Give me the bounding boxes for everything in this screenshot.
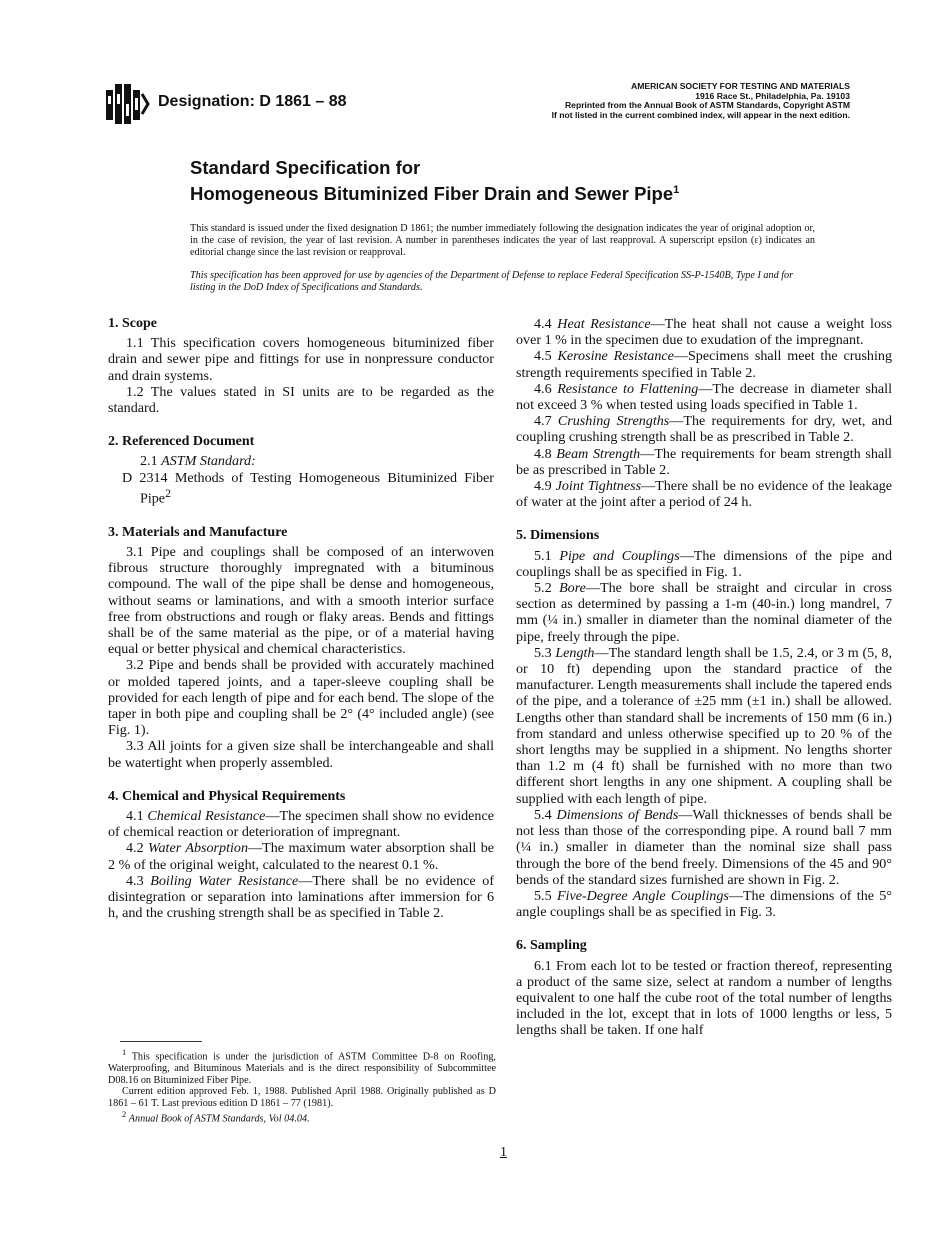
para-number: 5.3 [534, 644, 552, 661]
para-number: 4.8 [534, 445, 552, 462]
footnote-mark: 1 [122, 1047, 127, 1057]
paragraph: 3.2 Pipe and bends shall be provided with accurately machined or molded tapered joints, and a taper-sleeve coupling shall be provided for each length of pipe and for each bend. The slope of the taper in both pipe and coupling shall be 2° (4° included angle) (see Fig. 1). [108, 657, 494, 739]
para-number: 2.1 [140, 453, 158, 470]
para-term: Boiling Water Resistance [150, 872, 299, 889]
para-number: 5.5 [534, 887, 552, 904]
paragraph [516, 645, 892, 807]
left-column [108, 316, 494, 921]
para-text: —The maximum water absorption shall be 2 % of the original weight, calculated to the nearest 0.1 %. [108, 840, 494, 873]
para-term: Five-Degree Angle Couplings [556, 887, 729, 904]
para-term: Beam Strength [556, 445, 641, 462]
para-term: Crushing Strengths [557, 413, 670, 430]
paragraph [516, 478, 892, 510]
paragraph [516, 316, 892, 348]
right-column [516, 316, 892, 1039]
para-text: —The decrease in diameter shall not exceed 3 % when tested using loads specified in Table 1. [516, 380, 893, 414]
section-heading: 3. Materials and Manufacture [108, 524, 288, 540]
paragraph: 1.1 This specification covers homogeneous bituminized fiber drain and sewer pipe and fittings for use in nonpressure conductor and drain systems. [108, 335, 494, 384]
title-footnote-mark: 1 [673, 184, 680, 196]
paragraph: 6.1 From each lot to be tested or fraction thereof, representing a product of the same size, select at random a number of lengths equivalent to one half the cube root of the total number of lengths included in the lot, except that in lots of 1000 lengths or less, 5 lengths shall be taken. If one half [516, 957, 892, 1039]
para-term: Kerosine Resistance [557, 348, 674, 365]
para-term: Bore [559, 580, 586, 597]
footnote-mark: 2 [165, 486, 171, 500]
reference-item [122, 470, 494, 507]
section-heading: 2. Referenced Document [108, 434, 255, 450]
para-number: 4.4 [534, 316, 552, 332]
paragraph [516, 413, 892, 445]
para-text: —There shall be no evidence of disintegration or separation into laminations after immersion for 6 h, and the crushing strength shall be as specified in Table 2. [108, 872, 495, 922]
para-text: —The dimensions of the pipe and couplings shall be as specified in Fig. 1. [516, 547, 893, 580]
para-term: Pipe and Couplings [559, 547, 680, 564]
para-number: 4.9 [534, 478, 552, 495]
title-text: Homogeneous Bituminized Fiber Drain and Sewer Pipe [190, 183, 674, 205]
para-number: 4.6 [534, 380, 552, 397]
title-line-2 [190, 179, 679, 205]
paragraph [516, 348, 892, 380]
footnote-text: Annual Book of ASTM Standards, Vol 04.04. [128, 1113, 310, 1125]
para-text: —The standard length shall be 1.5, 2.4, or 3 m (5, 8, or 10 ft) depending upon the standard practice of the manufacturer. Length measurements shall include the tapered ends of the pipe, and a tolerance of ±25 mm (±1 in.) shall be allowed. Lengths other than standard shall be increments of 150 mm (6 in.) from standard and unless otherwise specified up to 20 % of the short lengths may be supplied in a shipment. No lengths shorter than 1.2 m (4 ft) shall be furnished with no more than two different short lengths in any one shipment. A coupling shall be supplied with each length of pipe. [516, 644, 892, 807]
paragraph [516, 446, 892, 478]
issuance-notice: This standard is issued under the fixed designation D 1861; the number immediately following the designation indicates the year of original adoption or, in the case of revision, the year of last revision. A number in parentheses indicates the year of last reapproval. A superscript epsilon (ε) indicates an editorial change since the last revision or reapproval. [190, 223, 815, 258]
section-heading: 1. Scope [108, 316, 157, 331]
para-number: 4.2 [126, 840, 144, 857]
publisher-line: 1916 Race St., Philadelphia, Pa. 19103 [695, 90, 850, 101]
footnote [108, 1047, 496, 1086]
paragraph [108, 808, 494, 840]
para-term: Chemical Resistance [147, 807, 266, 824]
para-number: 4.1 [126, 807, 144, 824]
para-term: Heat Resistance [557, 316, 651, 332]
paragraph [516, 548, 892, 580]
para-text: —There shall be no evidence of the leakage of water at the joint after a period of 24 h. [516, 478, 893, 511]
section-heading: 4. Chemical and Physical Requirements [108, 788, 346, 804]
footnote: Current edition approved Feb. 1, 1988. Published April 1988. Originally published as D 1861 – 61 T. Last previous edition D 1861 – 77 (1981). [108, 1086, 496, 1109]
para-text: —The specimen shall show no evidence of chemical reaction or deterioration of impregnant. [108, 807, 494, 841]
paragraph [516, 807, 892, 888]
footnote [108, 1109, 496, 1125]
para-text: —Wall thicknesses of bends shall be not less than those of the corresponding pipe. A round ball 7 mm (¼ in.) smaller in diameter than the nominal size shall pass through the bore of the bend freely. Dimensions of the 45 and 90° bends of the standard sizes furnished are shown in Fig. 2. [516, 806, 892, 888]
para-text: —The requirements for dry, wet, and coupling crushing strength shall be as prescribed in Table 2. [516, 413, 893, 446]
paragraph [516, 888, 892, 920]
para-text: —Specimens shall meet the crushing strength requirements specified in Table 2. [516, 348, 892, 381]
para-term: Water Absorption [148, 840, 249, 857]
para-term: Resistance to Flattening [557, 380, 699, 397]
para-text: —The heat shall not cause a weight loss over 1 % in the specimen due to exudation of the impregnant. [516, 316, 892, 349]
publisher-block [520, 82, 850, 120]
para-term: ASTM Standard: [161, 453, 256, 470]
para-number: 5.1 [534, 547, 552, 564]
paragraph [516, 381, 892, 413]
footnote-divider [120, 1041, 202, 1042]
para-number: 4.7 [534, 413, 552, 430]
paragraph [108, 873, 494, 922]
para-number: 5.4 [534, 806, 552, 823]
para-term: Dimensions of Bends [556, 806, 679, 823]
title-line-1: Standard Specification for [190, 157, 421, 178]
publisher-line: If not listed in the current combined index, will appear in the next edition. [551, 109, 850, 120]
paragraph [108, 840, 494, 872]
page-number: 1 [500, 1145, 507, 1160]
dod-approval-note: This specification has been approved for use by agencies of the Department of Defense to replace Federal Specification SS-P-1540B, Type I and for listing in the DoD Index of Specifications and Standards. [190, 270, 794, 293]
astm-logo [104, 80, 150, 128]
reference-title: Methods of Testing Homogeneous Bituminized Fiber Pipe [140, 469, 494, 507]
designation: Designation: D 1861 – 88 [158, 93, 347, 110]
paragraph: 3.3 All joints for a given size shall be interchangeable and shall be watertight when properly assembled. [108, 738, 494, 771]
document-title [190, 156, 679, 205]
paragraph [122, 453, 494, 469]
para-text: —The bore shall be straight and circular in cross section as determined by passing a 1-m (40-in.) long mandrel, 7 mm (¼ in.) smaller in diameter than the nominal diameter of the pipe, freely through the pipe. [516, 580, 892, 645]
publisher-line: AMERICAN SOCIETY FOR TESTING AND MATERIALS [631, 81, 850, 91]
section-heading: 6. Sampling [516, 938, 587, 954]
para-term: Length [555, 644, 595, 661]
para-term: Joint Tightness [555, 478, 642, 495]
para-text: —The requirements for beam strength shall be as prescribed in Table 2. [516, 445, 892, 478]
footnotes [108, 1047, 496, 1125]
publisher-line: Reprinted from the Annual Book of ASTM Standards, Copyright ASTM [564, 100, 850, 111]
paragraph [516, 580, 892, 645]
reference-code: D 2314 [122, 469, 168, 486]
paragraph: 3.1 Pipe and couplings shall be composed of an interwoven fibrous structure thoroughly impregnated with a bituminous compound. The wall of the pipe shall be dense and homogeneous, without seams or laminations, and with a smooth interior surface free from obstructions and rough or flaky areas. Bends and fittings shall be of the same material as the pipe, or of a material having equal or better physical and chemical characteristics. [108, 543, 494, 658]
section-heading: 5. Dimensions [516, 528, 600, 544]
para-number: 4.3 [126, 872, 144, 889]
footnote-text: This specification is under the jurisdiction of ASTM Committee D-8 on Roofing, Waterproofing, and Bituminous Materials and is the direct responsibility of Subcommittee D08.16 on Bituminized Fiber Pipe. [108, 1051, 496, 1086]
para-number: 4.5 [534, 348, 552, 365]
para-number: 5.2 [534, 580, 552, 597]
para-text: —The dimensions of the 5° angle couplings shall be as specified in Fig. 3. [516, 887, 892, 921]
paragraph: 1.2 The values stated in SI units are to be regarded as the standard. [108, 383, 494, 417]
footnote-mark: 2 [122, 1109, 127, 1120]
